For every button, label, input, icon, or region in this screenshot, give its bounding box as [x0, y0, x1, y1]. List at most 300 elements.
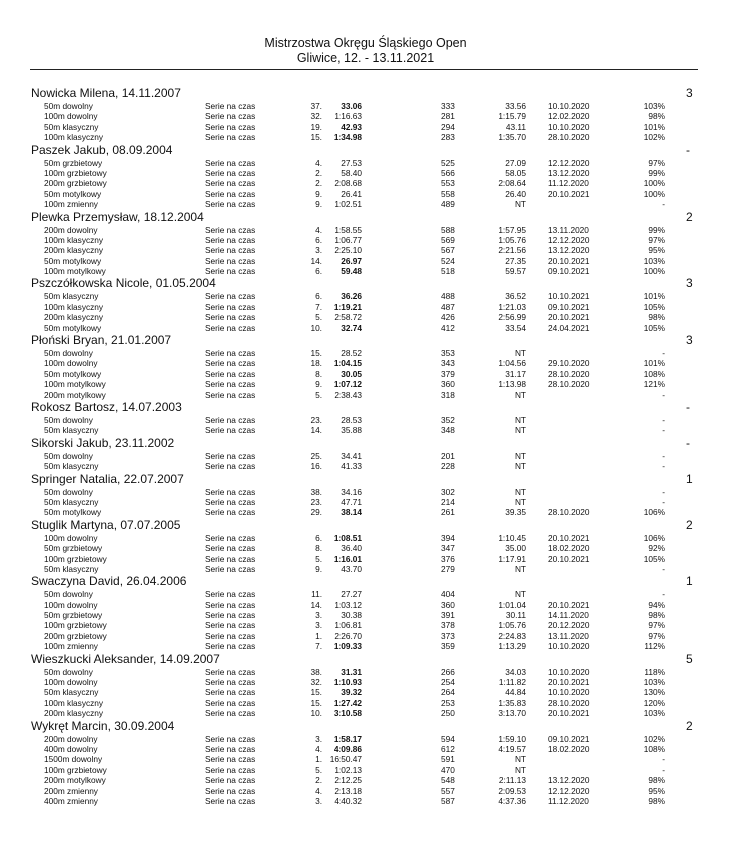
heat-type: Serie na czas: [205, 589, 256, 600]
fina-points: 281: [441, 111, 455, 122]
result-time: 35.88: [341, 425, 362, 436]
place: 14.: [310, 425, 322, 436]
percent-of-best: 112%: [644, 641, 665, 652]
heat-type: Serie na czas: [205, 641, 256, 652]
event-name: 100m motylkowy: [44, 379, 106, 390]
place: 1.: [315, 630, 322, 641]
percent-of-best: 105%: [643, 553, 665, 564]
place: 18.: [310, 358, 322, 369]
event-name: 100m dowolny: [44, 599, 98, 610]
personal-best-date: 12.12.2020: [548, 785, 590, 796]
personal-best-date: 20.10.2021: [548, 677, 590, 688]
fina-points: 553: [441, 178, 455, 189]
result-row: [0, 461, 731, 471]
result-time: 30.05: [341, 368, 362, 379]
result-time: 28.53: [341, 414, 362, 425]
personal-best-time: 26.40: [505, 188, 526, 199]
heat-type: Serie na czas: [205, 167, 256, 178]
personal-best-time: 1:04.56: [498, 358, 526, 369]
result-row: [0, 390, 731, 400]
result-row: [0, 199, 731, 209]
personal-best-date: 12.12.2020: [548, 157, 590, 168]
place: 6.: [315, 532, 322, 543]
event-name: 100m klasyczny: [44, 697, 104, 708]
fina-points: 352: [441, 414, 455, 425]
fina-points: 567: [441, 245, 455, 256]
heat-type: Serie na czas: [205, 620, 256, 631]
result-row: [0, 687, 731, 697]
heat-type: Serie na czas: [205, 379, 256, 390]
place: 15.: [310, 697, 322, 708]
swimmer-name: Swaczyna David, 26.04.2006: [31, 574, 187, 589]
place: 5.: [315, 312, 322, 323]
personal-best-time: 1:05.76: [498, 620, 526, 631]
fina-points: 283: [441, 132, 455, 143]
result-row: [0, 132, 731, 142]
heat-type: Serie na czas: [205, 785, 256, 796]
place: 5.: [315, 764, 322, 775]
result-time: 36.26: [341, 291, 362, 302]
event-name: 50m dowolny: [44, 348, 93, 359]
place: 10.: [310, 708, 322, 719]
swimmer-name: Sikorski Jakub, 23.11.2002: [31, 435, 175, 450]
result-time: 1:06.77: [334, 234, 362, 245]
place: 2.: [315, 178, 322, 189]
result-row: [0, 235, 731, 245]
place: 16.: [310, 461, 322, 472]
result-row: [0, 225, 731, 235]
result-time: 28.52: [341, 348, 362, 359]
personal-best-time: 2:56.99: [498, 312, 526, 323]
swimmer-score: 2: [686, 517, 693, 532]
place: 1.: [315, 754, 322, 765]
percent-of-best: 92%: [648, 543, 665, 554]
heat-type: Serie na czas: [205, 543, 256, 554]
event-name: 50m motylkowy: [44, 507, 102, 518]
place: 37.: [310, 101, 322, 111]
swimmer-score: 1: [686, 471, 693, 486]
result-row: [0, 796, 731, 806]
percent-of-best: 102%: [643, 132, 665, 143]
result-time: 1:02.51: [334, 199, 362, 210]
result-row: [0, 245, 731, 255]
swimmer-name: Rokosz Bartosz, 14.07.2003: [31, 399, 182, 414]
heat-type: Serie na czas: [205, 553, 256, 564]
personal-best-date: 29.10.2020: [548, 358, 590, 369]
result-time: 1:04.15: [333, 358, 362, 369]
swimmer-name: Stuglik Martyna, 07.07.2005: [31, 517, 181, 532]
percent-of-best: 94%: [648, 599, 665, 610]
personal-best-date: 09.10.2021: [548, 301, 590, 312]
swimmer-block: [0, 472, 731, 518]
personal-best-time: 1:13.29: [498, 641, 526, 652]
personal-best-time: 31.17: [505, 368, 526, 379]
result-time: 16:50.47: [329, 754, 362, 765]
event-name: 100m motylkowy: [44, 266, 106, 277]
heat-type: Serie na czas: [205, 697, 256, 708]
fina-points: 318: [441, 389, 455, 400]
place: 25.: [310, 450, 322, 461]
percent-of-best: -: [662, 414, 665, 425]
result-time: 2:38.43: [334, 389, 362, 400]
percent-of-best: -: [662, 461, 665, 472]
personal-best-time: 1:59.10: [498, 733, 526, 744]
personal-best-time: 36.52: [505, 291, 526, 302]
swimmer-header: [0, 574, 731, 589]
swimmer-score: -: [686, 399, 690, 414]
fina-points: 261: [441, 507, 455, 518]
result-row: [0, 168, 731, 178]
swimmer-header: [0, 333, 731, 348]
event-name: 200m grzbietowy: [44, 630, 107, 641]
heat-type: Serie na czas: [205, 389, 256, 400]
results-list: [0, 86, 731, 806]
swimmer-header: [0, 210, 731, 225]
place: 2.: [315, 167, 322, 178]
personal-best-time: 27.09: [505, 157, 526, 168]
percent-of-best: 97%: [648, 630, 665, 641]
heat-type: Serie na czas: [205, 754, 256, 765]
fina-points: 359: [441, 641, 455, 652]
personal-best-time: 1:35.70: [498, 132, 526, 143]
result-row: [0, 533, 731, 543]
swimmer-header: [0, 472, 731, 487]
heat-type: Serie na czas: [205, 348, 256, 359]
place: 2.: [315, 775, 322, 786]
place: 23.: [310, 414, 322, 425]
percent-of-best: 103%: [643, 101, 665, 111]
place: 14.: [310, 599, 322, 610]
result-row: [0, 487, 731, 497]
fina-points: 594: [441, 733, 455, 744]
result-row: [0, 543, 731, 553]
swimmer-name: Wieszkucki Aleksander, 14.09.2007: [31, 651, 220, 666]
personal-best-time: NT: [514, 199, 526, 210]
event-name: 50m motylkowy: [44, 255, 102, 266]
percent-of-best: 118%: [644, 666, 665, 677]
result-time: 1:08.51: [333, 532, 362, 543]
personal-best-time: NT: [514, 589, 526, 600]
place: 11.: [311, 589, 322, 600]
fina-points: 470: [441, 764, 455, 775]
fina-points: 201: [441, 450, 455, 461]
fina-points: 378: [441, 620, 455, 631]
result-row: [0, 610, 731, 620]
personal-best-date: 20.10.2021: [548, 708, 590, 719]
swimmer-header: [0, 143, 731, 158]
personal-best-time: 2:24.83: [498, 630, 526, 641]
percent-of-best: 101%: [643, 358, 665, 369]
event-name: 100m klasyczny: [44, 234, 104, 245]
event-name: 100m grzbietowy: [44, 167, 107, 178]
personal-best-date: 13.12.2020: [548, 167, 590, 178]
percent-of-best: -: [662, 563, 665, 574]
place: 3.: [315, 733, 322, 744]
result-row: [0, 677, 731, 687]
personal-best-time: 59.57: [505, 266, 526, 277]
personal-best-time: 1:57.95: [498, 224, 526, 235]
event-name: 200m klasyczny: [44, 312, 104, 323]
heat-type: Serie na czas: [205, 507, 256, 518]
result-row: [0, 302, 731, 312]
personal-best-time: 1:11.82: [498, 677, 526, 688]
fina-points: 360: [441, 599, 455, 610]
result-time: 58.40: [341, 167, 362, 178]
header-divider: [30, 69, 698, 70]
result-time: 1:06.81: [334, 620, 362, 631]
percent-of-best: 100%: [643, 266, 665, 277]
personal-best-date: 24.04.2021: [548, 322, 590, 333]
place: 3.: [315, 245, 322, 256]
heat-type: Serie na czas: [205, 358, 256, 369]
result-row: [0, 564, 731, 574]
fina-points: 391: [441, 610, 455, 621]
personal-best-date: 10.10.2020: [548, 666, 590, 677]
fina-points: 294: [441, 121, 455, 132]
heat-type: Serie na czas: [205, 224, 256, 235]
heat-type: Serie na czas: [205, 132, 256, 143]
event-name: 50m klasyczny: [44, 687, 99, 698]
heat-type: Serie na czas: [205, 486, 256, 497]
personal-best-time: NT: [514, 450, 526, 461]
result-row: [0, 734, 731, 744]
result-time: 34.16: [341, 486, 362, 497]
event-name: 200m grzbietowy: [44, 178, 107, 189]
personal-best-date: 09.10.2021: [548, 266, 590, 277]
percent-of-best: 130%: [643, 687, 665, 698]
percent-of-best: 120%: [643, 697, 665, 708]
event-name: 50m dowolny: [44, 589, 93, 600]
swimmer-block: [0, 652, 731, 719]
personal-best-time: NT: [514, 414, 526, 425]
personal-best-date: 28.10.2020: [548, 368, 590, 379]
heat-type: Serie na czas: [205, 188, 256, 199]
personal-best-date: 10.10.2020: [548, 687, 590, 698]
personal-best-time: 1:15.79: [498, 111, 526, 122]
fina-points: 214: [441, 496, 455, 507]
swimmer-header: [0, 276, 731, 291]
place: 14.: [310, 255, 322, 266]
swimmer-block: [0, 86, 731, 143]
percent-of-best: 106%: [643, 532, 665, 543]
swimmer-block: [0, 719, 731, 807]
result-row: [0, 589, 731, 599]
event-name: 200m klasyczny: [44, 708, 104, 719]
place: 8.: [315, 543, 322, 554]
event-name: 1500m dowolny: [44, 754, 103, 765]
swimmer-header: [0, 436, 731, 451]
result-time: 32.74: [341, 322, 362, 333]
result-row: [0, 497, 731, 507]
swimmer-header: [0, 400, 731, 415]
place: 32.: [310, 677, 322, 688]
personal-best-time: 1:17.91: [498, 553, 526, 564]
swimmer-name: Płoński Bryan, 21.01.2007: [31, 333, 172, 348]
event-name: 100m grzbietowy: [44, 620, 107, 631]
result-time: 41.33: [341, 461, 362, 472]
event-name: 200m dowolny: [44, 224, 98, 235]
swimmer-score: 1: [686, 574, 693, 589]
fina-points: 348: [441, 425, 455, 436]
event-name: 100m zmienny: [44, 199, 98, 210]
place: 4.: [315, 224, 322, 235]
heat-type: Serie na czas: [205, 255, 256, 266]
personal-best-date: 20.10.2021: [548, 532, 590, 543]
place: 15.: [310, 687, 322, 698]
place: 3.: [315, 620, 322, 631]
personal-best-time: 1:05.76: [498, 234, 526, 245]
fina-points: 566: [441, 167, 455, 178]
swimmer-header: [0, 652, 731, 667]
result-row: [0, 122, 731, 132]
result-time: 47.71: [341, 496, 362, 507]
result-row: [0, 101, 731, 111]
event-name: 50m klasyczny: [44, 425, 99, 436]
fina-points: 394: [441, 532, 455, 543]
swimmer-block: [0, 518, 731, 575]
heat-type: Serie na czas: [205, 121, 256, 132]
personal-best-time: 1:35.83: [498, 697, 526, 708]
personal-best-time: NT: [514, 461, 526, 472]
percent-of-best: 100%: [643, 178, 665, 189]
swimmer-block: [0, 436, 731, 472]
percent-of-best: 95%: [648, 245, 665, 256]
personal-best-time: NT: [514, 496, 526, 507]
personal-best-date: 11.12.2020: [548, 795, 589, 806]
fina-points: 558: [441, 188, 455, 199]
personal-best-date: 20.10.2021: [548, 599, 590, 610]
heat-type: Serie na czas: [205, 610, 256, 621]
event-name: 50m dowolny: [44, 666, 93, 677]
result-row: [0, 765, 731, 775]
personal-best-date: 18.02.2020: [548, 743, 590, 754]
result-row: [0, 379, 731, 389]
result-row: [0, 358, 731, 368]
heat-type: Serie na czas: [205, 461, 256, 472]
result-time: 2:13.18: [334, 785, 362, 796]
result-time: 1:19.21: [333, 301, 362, 312]
swimmer-block: [0, 333, 731, 400]
event-name: 50m klasyczny: [44, 291, 99, 302]
personal-best-date: 10.10.2020: [548, 101, 590, 111]
heat-type: Serie na czas: [205, 245, 256, 256]
percent-of-best: 121%: [643, 379, 665, 390]
place: 38.: [310, 666, 322, 677]
percent-of-best: 98%: [648, 610, 665, 621]
result-row: [0, 291, 731, 301]
swimmer-block: [0, 276, 731, 333]
result-time: 43.70: [341, 563, 362, 574]
heat-type: Serie na czas: [205, 687, 256, 698]
fina-points: 548: [441, 775, 455, 786]
heat-type: Serie na czas: [205, 291, 256, 302]
result-row: [0, 620, 731, 630]
result-time: 1:03.12: [334, 599, 362, 610]
event-name: 100m dowolny: [44, 532, 98, 543]
personal-best-time: NT: [514, 389, 526, 400]
personal-best-time: 2:09.53: [498, 785, 526, 796]
swimmer-score: -: [686, 142, 690, 157]
event-name: 200m motylkowy: [44, 775, 106, 786]
personal-best-date: 20.10.2021: [548, 312, 590, 323]
personal-best-time: NT: [514, 754, 526, 765]
result-time: 59.48: [341, 266, 362, 277]
swimmer-block: [0, 400, 731, 436]
result-time: 2:12.25: [334, 775, 362, 786]
personal-best-date: 11.12.2020: [548, 178, 589, 189]
heat-type: Serie na czas: [205, 234, 256, 245]
event-name: 50m dowolny: [44, 450, 93, 461]
result-time: 33.06: [341, 101, 362, 111]
heat-type: Serie na czas: [205, 322, 256, 333]
event-name: 50m klasyczny: [44, 461, 99, 472]
place: 38.: [310, 486, 322, 497]
document-header: [0, 36, 731, 66]
result-row: [0, 698, 731, 708]
heat-type: Serie na czas: [205, 425, 256, 436]
percent-of-best: 97%: [648, 234, 665, 245]
event-name: 50m klasyczny: [44, 563, 99, 574]
event-name: 50m motylkowy: [44, 368, 102, 379]
personal-best-date: 18.02.2020: [548, 543, 590, 554]
heat-type: Serie na czas: [205, 368, 256, 379]
place: 15.: [310, 132, 322, 143]
swimmer-block: [0, 210, 731, 277]
percent-of-best: 106%: [643, 507, 665, 518]
swimmer-name: Plewka Przemysław, 18.12.2004: [31, 209, 204, 224]
event-name: 100m klasyczny: [44, 301, 104, 312]
fina-points: 266: [441, 666, 455, 677]
result-row: [0, 111, 731, 121]
percent-of-best: 105%: [643, 322, 665, 333]
event-name: 400m zmienny: [44, 795, 98, 806]
result-time: 4:09.86: [333, 743, 362, 754]
personal-best-time: 2:08.64: [498, 178, 526, 189]
fina-points: 379: [441, 368, 455, 379]
event-name: 50m dowolny: [44, 486, 93, 497]
event-name: 200m klasyczny: [44, 245, 104, 256]
personal-best-date: 13.12.2020: [548, 245, 590, 256]
result-row: [0, 600, 731, 610]
place: 23.: [310, 496, 322, 507]
event-name: 50m klasyczny: [44, 121, 99, 132]
result-row: [0, 667, 731, 677]
place: 6.: [315, 291, 322, 302]
place: 5.: [315, 389, 322, 400]
percent-of-best: 103%: [643, 255, 665, 266]
fina-points: 250: [441, 708, 455, 719]
heat-type: Serie na czas: [205, 775, 256, 786]
result-time: 1:09.33: [333, 641, 362, 652]
heat-type: Serie na czas: [205, 733, 256, 744]
event-name: 100m dowolny: [44, 111, 98, 122]
personal-best-time: NT: [514, 486, 526, 497]
result-time: 34.41: [341, 450, 362, 461]
percent-of-best: 98%: [648, 312, 665, 323]
percent-of-best: 97%: [648, 157, 665, 168]
meet-location-dates: Gliwice, 12. - 13.11.2021: [296, 51, 435, 65]
result-row: [0, 323, 731, 333]
result-row: [0, 189, 731, 199]
swimmer-name: Nowicka Milena, 14.11.2007: [31, 86, 181, 100]
event-name: 200m zmienny: [44, 785, 98, 796]
personal-best-time: 43.11: [505, 121, 526, 132]
result-row: [0, 451, 731, 461]
personal-best-time: NT: [514, 348, 526, 359]
event-name: 100m grzbietowy: [44, 553, 107, 564]
fina-points: 333: [441, 101, 455, 111]
result-row: [0, 348, 731, 358]
